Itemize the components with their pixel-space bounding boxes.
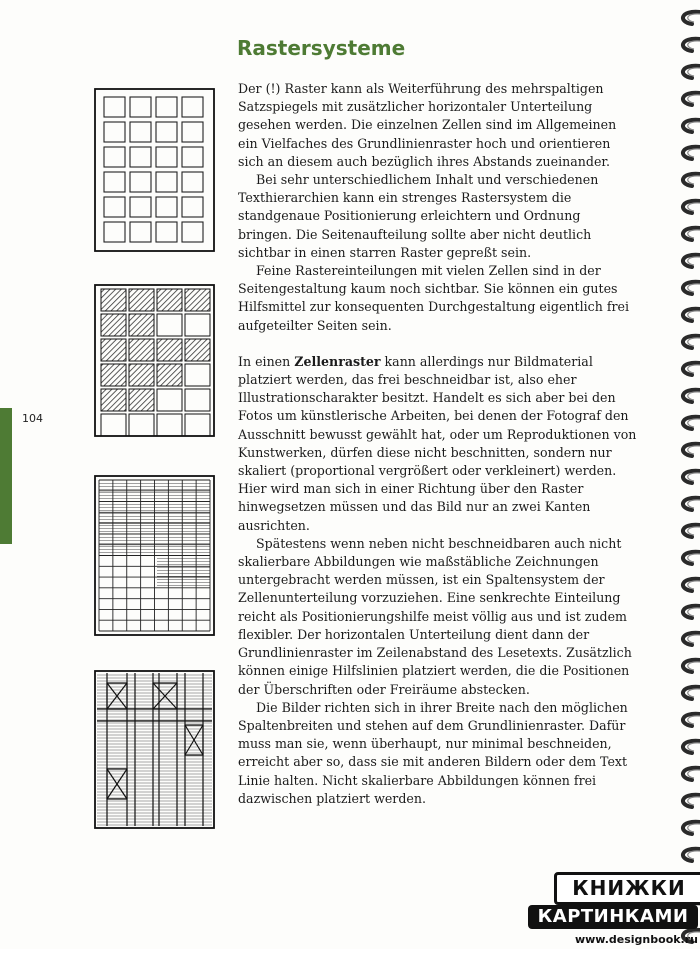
page-title: Rastersysteme [237, 36, 406, 60]
grid-cell [104, 122, 125, 142]
shaded-cell [101, 364, 126, 386]
shaded-cell [129, 339, 154, 361]
spiral-ring-highlight [688, 419, 700, 427]
grid-cell [156, 197, 177, 217]
grid-cell [157, 314, 182, 336]
spiral-ring-highlight [688, 608, 700, 616]
grid-cell [130, 172, 151, 192]
spiral-ring-highlight [688, 446, 700, 454]
grid-cell [101, 414, 126, 436]
shaded-cell [157, 339, 182, 361]
spiral-ring-highlight [688, 662, 700, 670]
body-text [238, 80, 638, 808]
grid-cell [104, 97, 125, 117]
spiral-ring-highlight [688, 68, 700, 76]
page-number: 104 [22, 412, 43, 425]
shaded-cell [129, 314, 154, 336]
sketch-column-grid-baseline [93, 669, 216, 830]
page-edge-tab [0, 408, 12, 544]
watermark-bottom: КАРТИНКАМИ [528, 905, 698, 929]
spiral-ring-highlight [688, 41, 700, 49]
grid-cell [157, 414, 182, 436]
spiral-ring-highlight [688, 365, 700, 373]
shaded-cell [129, 389, 154, 411]
spiral-ring-highlight [688, 797, 700, 805]
grid-cell [156, 222, 177, 242]
paragraph-2: Bei sehr unterschiedlichem Inhalt und verschiedenen Texthierarchien kann ein strenges Rastersystem die standgenaue Positionierung erleichtern und Ordnung bringen. Die Seitenaufteilung sollte aber nicht deutlich sichtbar in einen starren Raster gepreßt sein. [238, 172, 599, 260]
spiral-ring-highlight [688, 284, 700, 292]
shaded-area [157, 558, 210, 588]
grid-cell [130, 222, 151, 242]
grid-cell [156, 172, 177, 192]
grid-cell [182, 197, 203, 217]
spiral-ring-highlight [688, 338, 700, 346]
spiral-ring-highlight [688, 635, 700, 643]
grid-cell [130, 122, 151, 142]
spiral-ring-highlight [688, 473, 700, 481]
shaded-cell [185, 339, 210, 361]
spiral-ring-highlight [688, 554, 700, 562]
grid-cell [104, 222, 125, 242]
spiral-ring-highlight [688, 95, 700, 103]
spiral-ring-highlight [688, 527, 700, 535]
grid-cell [182, 172, 203, 192]
shaded-cell [101, 339, 126, 361]
paragraph-1: Der (!) Raster kann als Weiterführung des mehrspaltigen Satzspiegels mit zusätzlicher horizontaler Unterteilung gesehen werden. Die einzelnen Zellen sind im Allgemeinen ein Vielfaches des Grundlinienraster hoch und orientieren sich an diesem auch bezüglich ihres Abstands zueinander. [238, 81, 617, 169]
grid-cell [129, 414, 154, 436]
grid-cell [130, 97, 151, 117]
grid-cell [182, 147, 203, 167]
grid-cell [156, 147, 177, 167]
spiral-ring-highlight [688, 500, 700, 508]
paragraph-4-lead: In einen [238, 353, 295, 369]
paragraph-6: Die Bilder richten sich in ihrer Breite nach den möglichen Spaltenbreiten und stehen auf dem Grundlinienraster. Dafür muss man sie, wenn überhaupt, nur minimal beschneiden, erreicht aber so, dass sie mit anderen Bildern oder dem Text Linie halten. Nicht skalierbare Abbildungen können frei dazwischen platziert werden. [238, 699, 628, 806]
paragraph-5: Spätestens wenn neben nicht beschneidbaren auch nicht skalierbare Abbildungen wie maßstäbliche Zeichnungen untergebracht werden müssen, ist ein Spaltensystem der Zellenunterteilung vorzuziehen. Eine senkrechte Einteilung reicht als Positionierungshilfe meist völlig aus und ist zudem flexibler. Der horizontalen Unterteilung dient dann der Grundlinienraster im Zeilenabstand des Lesetexts. Zusätzlich können einige Hilfslinien platziert werden, die die Positionen der Überschriften oder Freiräume abstecken. [238, 535, 632, 697]
grid-cell [182, 222, 203, 242]
watermark-url: www.designbook.ru [574, 933, 698, 946]
grid-cell [185, 414, 210, 436]
shaded-cell [101, 289, 126, 311]
grid-cell [185, 364, 210, 386]
spiral-ring-highlight [688, 689, 700, 697]
spiral-binding [656, 0, 700, 949]
shaded-cell [185, 289, 210, 311]
spiral-ring-highlight [688, 851, 700, 859]
grid-cell [104, 197, 125, 217]
grid-cell [130, 197, 151, 217]
paragraph-4-rest: kann allerdings nur Bildmaterial platziert werden, das frei beschneidbar ist, also eher Illustrationscharakter besitzt. Handelt es sich aber bei den Fotos um künstlerische Arbeiten, bei denen der Fotograf den Ausschnitt bewusst gewählt hat, oder um Reproduktionen von Kunstwerken, dürfen diese nicht beschnitten, sondern nur skaliert (proportional vergrößert oder verkleinert) werden. Hier wird man sich in einer Richtung über den Raster hinwegsetzen müssen und das Bild nur an zwei Kanten ausrichten. [238, 353, 637, 533]
grid-cell [130, 147, 151, 167]
grid-cell [156, 97, 177, 117]
grid-cell [156, 122, 177, 142]
shaded-cell [129, 289, 154, 311]
shaded-cell [157, 289, 182, 311]
spiral-ring-highlight [688, 176, 700, 184]
sketch-cell-grid-4x6 [93, 87, 216, 253]
spiral-ring-highlight [688, 770, 700, 778]
spiral-ring-highlight [688, 311, 700, 319]
spiral-ring-highlight [688, 392, 700, 400]
watermark-logo [528, 872, 700, 949]
grid-cell [104, 172, 125, 192]
grid-cell [185, 389, 210, 411]
spiral-ring-highlight [688, 149, 700, 157]
shaded-cell [157, 364, 182, 386]
sketch-cell-grid-shaded [93, 283, 216, 438]
grid-cell [182, 122, 203, 142]
grid-cell [182, 97, 203, 117]
spiral-ring-highlight [688, 257, 700, 265]
grid-cell [185, 314, 210, 336]
grid-cell [104, 147, 125, 167]
spiral-ring-highlight [688, 230, 700, 238]
spiral-ring-highlight [688, 14, 700, 22]
watermark-top: КНИЖКИ [554, 872, 700, 905]
spiral-ring-highlight [688, 203, 700, 211]
term-zellenraster: Zellenraster [294, 353, 381, 369]
shaded-cell [101, 314, 126, 336]
shaded-cell [129, 364, 154, 386]
spiral-ring-highlight [688, 716, 700, 724]
spiral-ring-highlight [688, 122, 700, 130]
spiral-ring-highlight [688, 581, 700, 589]
spiral-ring-highlight [688, 824, 700, 832]
shaded-cell [101, 389, 126, 411]
grid-cell [157, 389, 182, 411]
paragraph-4 [238, 353, 638, 535]
paragraph-3: Feine Rastereinteilungen mit vielen Zellen sind in der Seitengestaltung kaum noch sichtbar. Sie können ein gutes Hilfsmittel zur konsequenten Durchgestaltung eigentlich frei aufgeteilter Seiten sein. [238, 263, 629, 333]
sketch-fine-grid-shaded [93, 474, 216, 637]
spiral-ring-highlight [688, 743, 700, 751]
